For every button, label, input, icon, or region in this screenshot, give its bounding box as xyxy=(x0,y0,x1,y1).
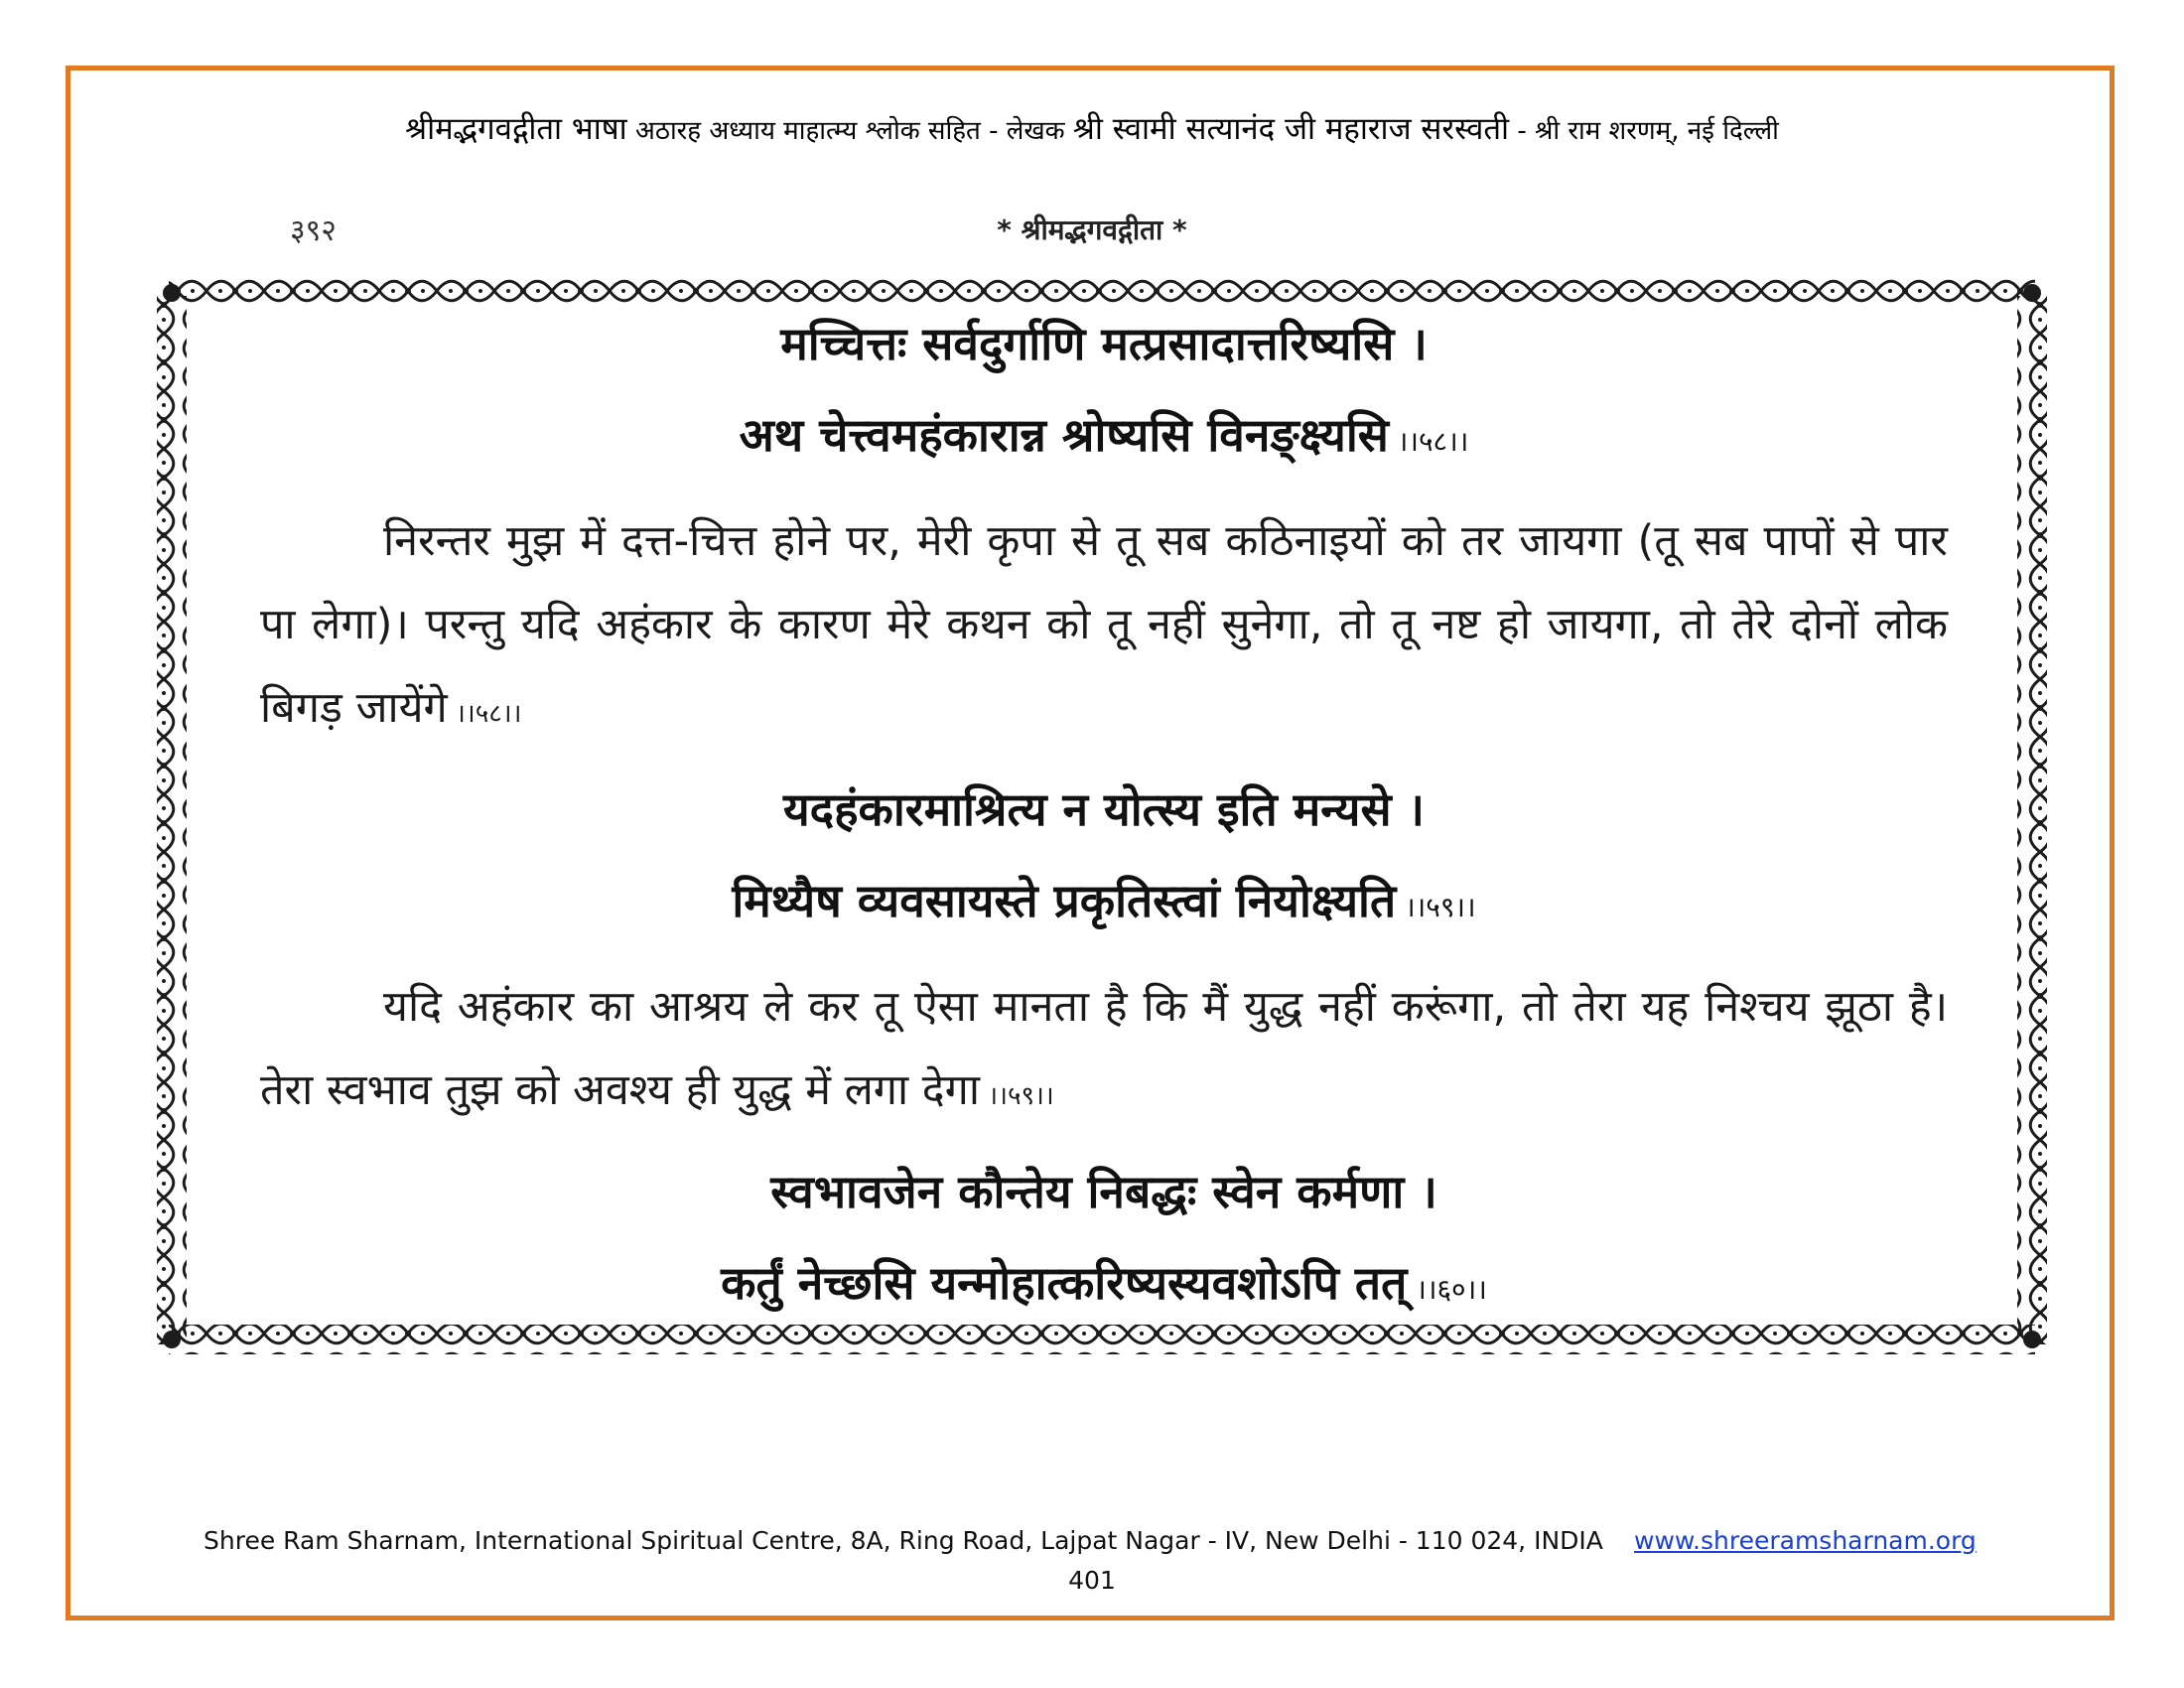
translation-59 xyxy=(260,965,1948,1138)
translation-58-text: निरन्तर मुझ में दत्त-चित्त होने पर, मेरी कृपा से तू सब कठिनाइयों को तर जायगा (तू सब पापों से पार पा लेगा)। परन्तु यदि अहंकार के कारण मेरे कथन को तू नहीं सुनेगा, तो तू नष्ट हो जायगा, तो तेरे दोनों लोक बिगड़ जायेंगे xyxy=(260,516,1948,733)
footer-page-number: 401 xyxy=(1068,1566,1116,1595)
translation-58-number: ।।५८।। xyxy=(447,699,522,729)
ornament-right xyxy=(2017,296,2047,1344)
website-link[interactable]: www.shreeramsharnam.org xyxy=(1634,1526,1977,1555)
ornament-left xyxy=(157,296,187,1344)
verse-58-number: ।।५८।। xyxy=(1388,425,1469,458)
verse-60-line1: स्वभावजेन कौन्तेय निबद्धः स्वेन कर्मणा । xyxy=(770,1165,1437,1218)
translation-58 xyxy=(260,499,1948,756)
verse-60-line2 xyxy=(260,1237,1948,1336)
verse-58-text: अथ चेत्त्वमहंकारान्न श्रोष्यसि विनङ्क्ष्यसि xyxy=(739,408,1389,462)
footer-address: Shree Ram Sharnam, International Spiritual Centre, 8A, Ring Road, Lajpat Nagar - IV, New Delhi - 110 024, INDIA xyxy=(204,1526,1603,1555)
translation-59-text: यदि अहंकार का आश्रय ले कर तू ऐसा मानता है कि मैं युद्ध नहीं करूंगा, तो तेरा यह निश्चय झूठा है। तेरा स्वभाव तुझ को अवश्य ही युद्ध में लगा देगा xyxy=(260,982,1948,1115)
book-header xyxy=(0,107,2184,149)
verse-59-number: ।।५९।। xyxy=(1396,891,1476,923)
verse-59-line2 xyxy=(260,855,1948,953)
translation-59-number: ।।५९।। xyxy=(979,1081,1054,1111)
verse-59-text: मिथ्यैष व्यवसायस्ते प्रकृतिस्त्वां नियोक्ष्यति xyxy=(732,874,1397,927)
verse-59-line1: यदहंकारमाश्रित्य न योत्स्य इति मन्यसे । xyxy=(782,782,1425,836)
verse-60-text: कर्तुं नेच्छसि यन्मोहात्करिष्यस्यवशोऽपि तत् xyxy=(721,1256,1408,1310)
scan-running-head: * श्रीमद्भगवद्गीता * xyxy=(997,213,1187,246)
book-subtitle: अठारह अध्याय माहात्म्य श्लोक सहित - लेखक xyxy=(626,116,1073,146)
scanned-page-content xyxy=(260,298,1948,1331)
verse-60-number: ।।६०।। xyxy=(1407,1273,1487,1306)
book-title: श्रीमद्भगवद्गीता भाषा xyxy=(405,111,627,147)
author-name: श्री स्वामी सत्यानंद जी महाराज सरस्वती xyxy=(1072,111,1510,147)
verse-58-line2 xyxy=(260,389,1948,488)
scan-page-number: ३९२ xyxy=(290,213,337,248)
verse-58-line1: मच्चित्तः सर्वदुर्गाणि मत्प्रसादात्तरिष्यसि । xyxy=(780,317,1428,370)
publisher-name: - श्री राम शरणम्, नई दिल्ली xyxy=(1509,116,1779,146)
